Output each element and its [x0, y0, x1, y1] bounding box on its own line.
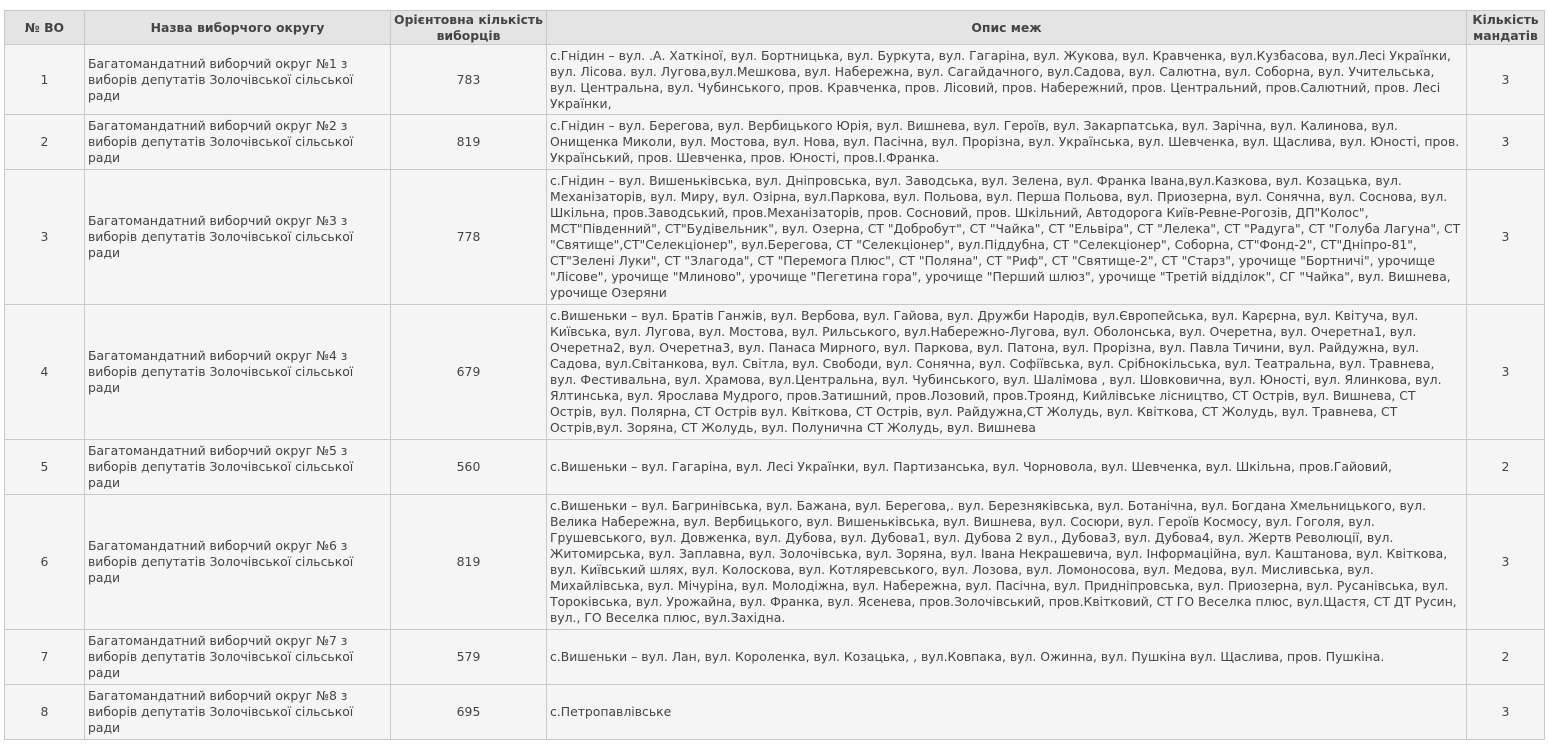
row-number: 5: [5, 440, 85, 495]
row-boundaries: с.Петропавлівське: [547, 685, 1467, 740]
row-mandates: 3: [1467, 115, 1545, 170]
row-mandates: 3: [1467, 495, 1545, 630]
table-row: [5, 45, 1545, 115]
row-boundaries: с.Гнідин – вул. .А. Хаткіної, вул. Бортницька, вул. Буркута, вул. Гагаріна, вул. Жукова, вул. Кравченка, вул.Кузбасова, вул.Лесі Українки, вул. Лісова. вул. Лугова,вул.Мешкова, вул. Набережна, вул. Сагайдачного, вул.Садова, вул. Салютна, вул. Соборна, вул. Учительська, вул. Центральна, вул. Чубинського, пров. Кравченка, пров. Лісовий, пров. Набережний, пров. Центральний, пров.Салютний, пров. Лесі Українки,: [547, 45, 1467, 115]
row-mandates: 3: [1467, 45, 1545, 115]
districts-table-wrapper: [4, 10, 1544, 740]
row-mandates: 3: [1467, 305, 1545, 440]
row-boundaries: с.Вишеньки – вул. Братів Ганжів, вул. Вербова, вул. Гайова, вул. Дружби Народів, вул.Європейська, вул. Карєрна, вул. Квітуча, вул. Київська, вул. Лугова, вул. Мостова, вул. Рильського, вул.Набережно-Лугова, вул. Оболонська, вул. Очеретна, вул. Очеретна1, вул. Очеретна2, вул. Очеретна3, вул. Панаса Мирного, вул. Паркова, вул. Патона, вул. Прорізна, вул. Павла Тичини, вул. Райдужна, вул. Садова, вул.Світанкова, вул. Світла, вул. Свободи, вул. Сонячна, вул. Софіївська, вул. Срібнокільська, вул. Театральна, вул. Травнева, вул. Фестивальна, вул. Храмова, вул.Центральна, вул. Чубинського, вул. Шалімова , вул. Шовковична, вул. Юності, вул. Ялинкова, вул. Ялтинська, вул. Ярослава Мудрого, пров.Затишний, пров.Лозовий, пров.Троянд, Кийлівське лісництво, СТ Острів, вул. Вишнева, СТ Острів, вул. Полярна, СТ Острів вул. Квіткова, СТ Острів, вул. Райдужна,СТ Жолудь, вул. Квіткова, СТ Жолудь, вул. Травнева, СТ Острів,вул. Зоряна, СТ Жолудь, вул. Полунична СТ Жолудь, вул. Вишнева: [547, 305, 1467, 440]
row-district-name: Багатомандатний виборчий округ №6 з виборів депутатів Золочівської сільської ради: [85, 495, 391, 630]
row-voters: 778: [391, 170, 547, 305]
header-number: № ВО: [5, 11, 85, 45]
row-boundaries: с.Вишеньки – вул. Гагаріна, вул. Лесі Українки, вул. Партизанська, вул. Чорновола, вул. Шевченка, вул. Шкільна, пров.Гайовий,: [547, 440, 1467, 495]
row-number: 7: [5, 630, 85, 685]
row-district-name: Багатомандатний виборчий округ №8 з виборів депутатів Золочівської сільської ради: [85, 685, 391, 740]
table-row: [5, 305, 1545, 440]
row-boundaries: с.Гнідин – вул. Берегова, вул. Вербицького Юрія, вул. Вишнева, вул. Героїв, вул. Закарпатська, вул. Зарічна, вул. Калинова, вул. Онищенка Миколи, вул. Мостова, вул. Нова, вул. Пасічна, вул. Прорізна, вул. Українська, вул. Шевченка, вул. Щаслива, вул. Юності, пров. Український, пров. Шевченка, пров. Юності, пров.І.Франка.: [547, 115, 1467, 170]
row-voters: 783: [391, 45, 547, 115]
table-header-row: [5, 11, 1545, 45]
row-number: 1: [5, 45, 85, 115]
header-voters: Орієнтовна кількість виборців: [391, 11, 547, 45]
row-voters: 695: [391, 685, 547, 740]
table-row: [5, 685, 1545, 740]
row-voters: 819: [391, 115, 547, 170]
row-voters: 679: [391, 305, 547, 440]
row-district-name: Багатомандатний виборчий округ №4 з виборів депутатів Золочівської сільської ради: [85, 305, 391, 440]
header-boundaries: Опис меж: [547, 11, 1467, 45]
table-row: [5, 495, 1545, 630]
row-voters: 579: [391, 630, 547, 685]
districts-table: [4, 10, 1545, 740]
row-number: 6: [5, 495, 85, 630]
table-row: [5, 170, 1545, 305]
row-district-name: Багатомандатний виборчий округ №1 з виборів депутатів Золочівської сільської ради: [85, 45, 391, 115]
header-mandates: Кількість мандатів: [1467, 11, 1545, 45]
row-district-name: Багатомандатний виборчий округ №3 з виборів депутатів Золочівської сільської ради: [85, 170, 391, 305]
row-boundaries: с.Вишеньки – вул. Багринівська, вул. Бажана, вул. Берегова,. вул. Березняківська, вул. Ботанічна, вул. Богдана Хмельницького, вул. Велика Набережна, вул. Вербицького, вул. Вишеньківська, вул. Вишнева, вул. Сосюри, вул. Героїв Космосу, вул. Гоголя, вул. Грушевського, вул. Довженка, вул. Дубова, вул. Дубова1, вул. Дубова 2 вул., Дубова3, вул. Дубова4, вул. Жертв Революції, вул. Житомирська, вул. Заплавна, вул. Золочівська, вул. Зоряна, вул. Івана Некрашевича, вул. Інформаційна, вул. Каштанова, вул. Квіткова, вул. Київський шлях, вул. Колоскова, вул. Котляревського, вул. Лозова, вул. Ломоносова, вул. Медова, вул. Мисливська, вул. Михайлівська, вул. Мічуріна, вул. Молодіжна, вул. Набережна, вул. Пасічна, вул. Придніпровська, вул. Приозерна, вул. Русанівська, вул. Тороківська, вул. Урожайна, вул. Франка, вул. Ясенева, пров.Золочівський, пров.Квітковий, СТ ГО Веселка плюс, вул.Щастя, СТ ДТ Русин, вул., ГО Веселка плюс, вул.Західна.: [547, 495, 1467, 630]
row-district-name: Багатомандатний виборчий округ №7 з виборів депутатів Золочівської сільської ради: [85, 630, 391, 685]
row-district-name: Багатомандатний виборчий округ №5 з виборів депутатів Золочівської сільської ради: [85, 440, 391, 495]
row-district-name: Багатомандатний виборчий округ №2 з виборів депутатів Золочівської сільської ради: [85, 115, 391, 170]
row-mandates: 2: [1467, 630, 1545, 685]
row-voters: 560: [391, 440, 547, 495]
row-boundaries: с.Гнідин – вул. Вишеньківська, вул. Дніпровська, вул. Заводська, вул. Зелена, вул. Франка Івана,вул.Казкова, вул. Козацька, вул. Механізаторів, вул. Миру, вул. Озірна, вул.Паркова, вул. Польова, вул. Перша Польова, вул. Приозерна, вул. Сонячна, вул. Соснова, вул. Шкільна, пров.Заводський, пров.Механізаторів, пров. Сосновий, пров. Шкільний, Автодорога Київ-Ревне-Рогозів, ДП"Колос", МСТ"Південний", СТ"Будівельник", вул. Озерна, СТ "Добробут", СТ "Чайка", СТ "Ельвіра", СТ "Лелека", СТ "Радуга", СТ "Голуба Лагуна", СТ "Святище",СТ"Селекціонер", вул.Берегова, СТ "Селекціонер", вул.Піддубна, СТ "Селекціонер", Соборна, СТ"Фонд-2", СТ"Дніпро-81", СТ"Зелені Луки", СТ "Злагода", СТ "Перемога Плюс", СТ "Поляна", СТ "Риф", СТ "Святище-2", СТ "Старз", урочище "Бортничі", урочище "Лісове", урочище "Млиново", урочище "Пегетина гора", урочище "Перший шлюз", урочище "Третій відділок", СГ "Чайка", вул. Вишнева, урочище Озеряни: [547, 170, 1467, 305]
table-row: [5, 440, 1545, 495]
row-number: 2: [5, 115, 85, 170]
table-row: [5, 630, 1545, 685]
row-number: 4: [5, 305, 85, 440]
row-mandates: 3: [1467, 170, 1545, 305]
row-boundaries: с.Вишеньки – вул. Лан, вул. Короленка, вул. Козацька, , вул.Ковпака, вул. Ожинна, вул. Пушкіна вул. Щаслива, пров. Пушкіна.: [547, 630, 1467, 685]
table-row: [5, 115, 1545, 170]
row-voters: 819: [391, 495, 547, 630]
row-number: 8: [5, 685, 85, 740]
row-mandates: 3: [1467, 685, 1545, 740]
row-mandates: 2: [1467, 440, 1545, 495]
row-number: 3: [5, 170, 85, 305]
header-district-name: Назва виборчого округу: [85, 11, 391, 45]
